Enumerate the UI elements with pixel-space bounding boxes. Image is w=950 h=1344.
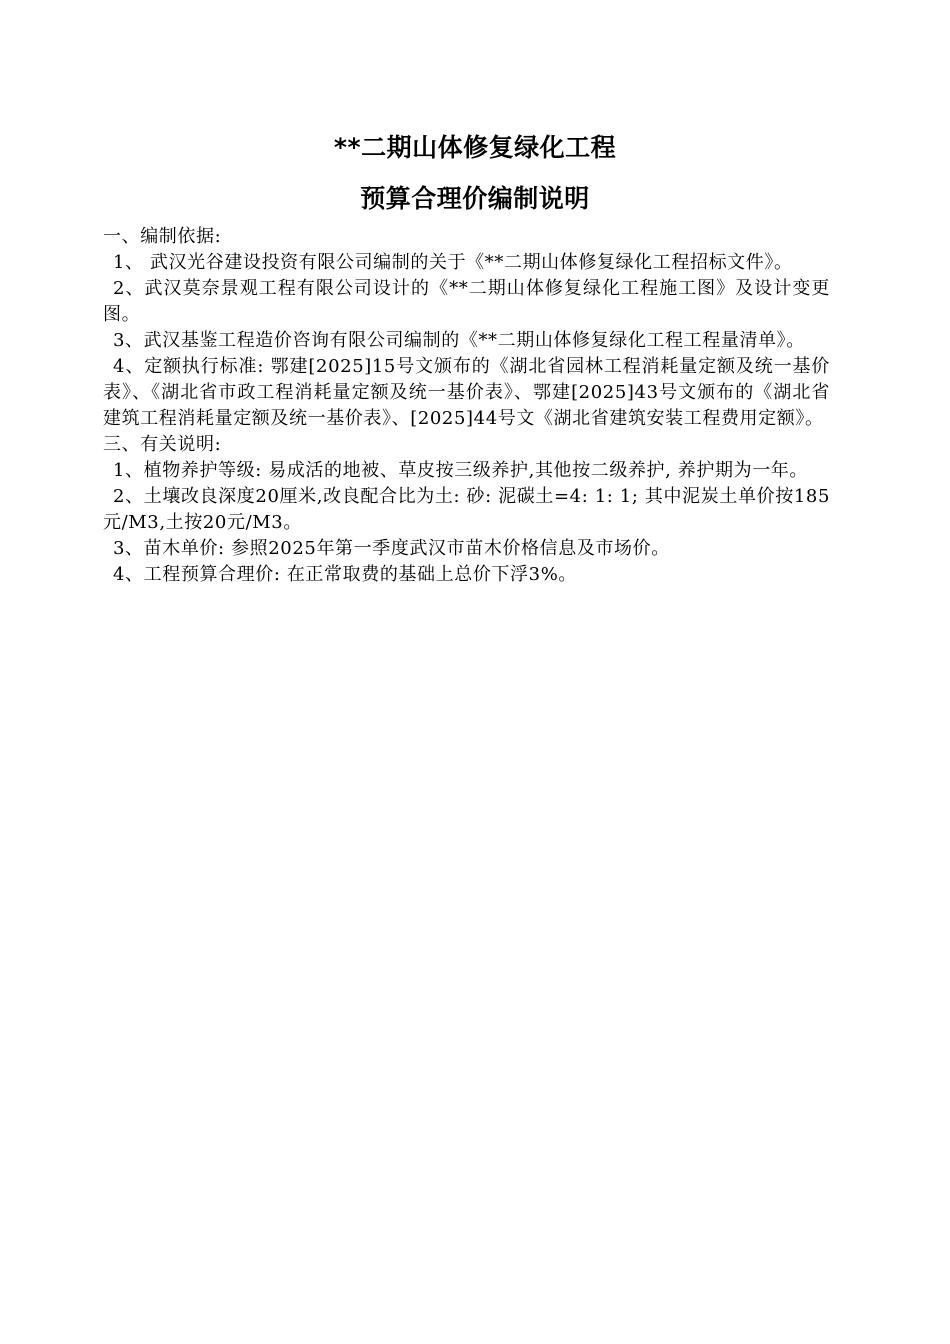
document-subtitle: 预算合理价编制说明 [360,184,590,213]
notes-item-4: 4、工程预算合理价: 在正常取费的基础上总价下浮3%。 [113,564,577,585]
notes-item-1: 1、植物养护等级: 易成活的地被、草皮按三级养护,其他按二级养护, 养护期为一年。 [113,460,808,481]
document-title: **二期山体修复绿化工程 [333,133,617,162]
section-heading-basis: 一、编制依据: [103,226,222,247]
notes-item-3: 3、苗木单价: 参照2025年第一季度武汉市苗木价格信息及市场价。 [113,538,670,559]
basis-item-4: 4、定额执行标准: 鄂建[2025]15号文颁布的《湖北省园林工程消耗量定额及统一基价表》、《湖北省市政工程消耗量定额及统一基价表》、鄂建[2025]43号文颁布的《湖北省建筑工程消耗量定额及统一基价表》、[2025]44号文《湖北省建筑安装工程费用定额》。 [103,356,830,429]
basis-item-2: 2、武汉莫奈景观工程有限公司设计的《**二期山体修复绿化工程施工图》及设计变更图。 [103,278,830,325]
document-body [103,224,830,588]
basis-item-3: 3、武汉基鉴工程造价咨询有限公司编制的《**二期山体修复绿化工程工程量清单》。 [113,330,805,351]
notes-item-2: 2、土壤改良深度20厘米,改良配合比为土: 砂: 泥碳土=4: 1: 1; 其中泥炭土单价按185元/M3,土按20元/M3。 [103,486,830,533]
section-heading-notes: 三、有关说明: [103,434,222,455]
basis-item-1: 1、 武汉光谷建设投资有限公司编制的关于《**二期山体修复绿化工程招标文件》。 [113,252,793,273]
